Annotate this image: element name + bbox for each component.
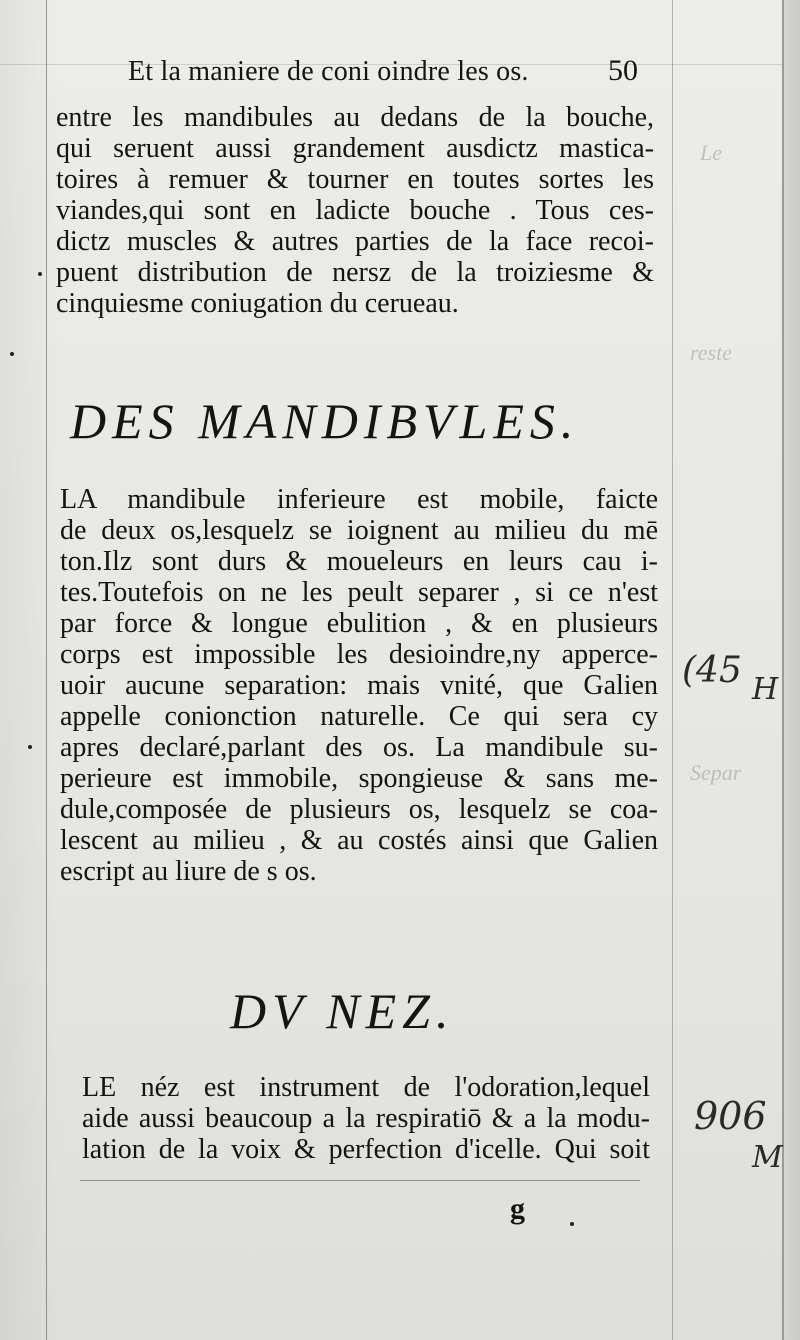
text-line: uoir aucune separation: mais vnité, que Galien bbox=[60, 670, 658, 701]
margin-note: M bbox=[752, 1140, 783, 1175]
text-line: tes.Toutefois on ne les peult separer , si ce n'est bbox=[60, 577, 658, 608]
text-line: qui seruent aussi grandement ausdictz mastica- bbox=[56, 133, 654, 164]
running-head: Et la maniere de coni oindre les os. bbox=[128, 56, 529, 87]
paragraph-1 bbox=[56, 102, 654, 319]
paragraph-2 bbox=[60, 484, 658, 887]
section-heading-mandibules: DES MANDIBVLES. bbox=[70, 393, 580, 449]
text-line: dule,composée de plusieurs os, lesquelz se coa- bbox=[60, 794, 658, 825]
ink-speck bbox=[10, 352, 14, 356]
text-line: toires à remuer & tourner en toutes sortes les bbox=[56, 164, 654, 195]
text-line: cinquiesme coniugation du cerueau. bbox=[56, 288, 459, 319]
text-line: lescent au milieu , & au costés ainsi que Galien bbox=[60, 825, 658, 856]
text-line: aide aussi beaucoup a la respiratiō & a la modu- bbox=[82, 1103, 650, 1134]
text-line: dictz muscles & autres parties de la face recoi- bbox=[56, 226, 654, 257]
text-line: LE néz est instrument de l'odoration,lequel bbox=[82, 1072, 650, 1103]
bleed-through: reste bbox=[690, 340, 732, 365]
margin-note: H bbox=[752, 672, 779, 707]
text-line: escript au liure de s os. bbox=[60, 856, 317, 887]
baseline-rule bbox=[80, 1180, 640, 1181]
margin-note: 906 bbox=[694, 1094, 767, 1138]
margin-rule-right bbox=[672, 0, 673, 1340]
margin-note: (45 bbox=[682, 650, 742, 691]
margin-rule-left bbox=[46, 0, 47, 1340]
ink-speck bbox=[570, 1222, 574, 1226]
text-line: entre les mandibules au dedans de la bouche, bbox=[56, 102, 654, 133]
text-line: de deux os,lesquelz se ioignent au milieu du mē bbox=[60, 515, 658, 546]
text-line: lation de la voix & perfection d'icelle. Qui soit bbox=[82, 1134, 650, 1165]
paragraph-3 bbox=[82, 1072, 650, 1165]
running-header bbox=[118, 52, 658, 96]
page-number: 50 bbox=[608, 54, 638, 87]
section-heading-nez: DV NEZ. bbox=[230, 983, 455, 1039]
text-line: apres declaré,parlant des os. La mandibule su- bbox=[60, 732, 658, 763]
bleed-through: Separ bbox=[690, 760, 742, 785]
ink-speck bbox=[28, 745, 32, 749]
text-line: LA mandibule inferieure est mobile, faicte bbox=[60, 484, 658, 515]
text-line: corps est impossible les desioindre,ny apperce- bbox=[60, 639, 658, 670]
signature-mark: g bbox=[510, 1192, 525, 1225]
text-line: appelle conionction naturelle. Ce qui sera cy bbox=[60, 701, 658, 732]
text-line: perieure est immobile, spongieuse & sans me- bbox=[60, 763, 658, 794]
text-line: ton.Ilz sont durs & moueleurs en leurs cau i- bbox=[60, 546, 658, 577]
page-edge bbox=[782, 0, 800, 1340]
ink-speck bbox=[38, 272, 42, 276]
bleed-through: Le bbox=[700, 140, 722, 165]
text-line: par force & longue ebulition , & en plusieurs bbox=[60, 608, 658, 639]
text-line: viandes,qui sont en ladicte bouche . Tous ces- bbox=[56, 195, 654, 226]
text-line: puent distribution de nersz de la troiziesme & bbox=[56, 257, 654, 288]
